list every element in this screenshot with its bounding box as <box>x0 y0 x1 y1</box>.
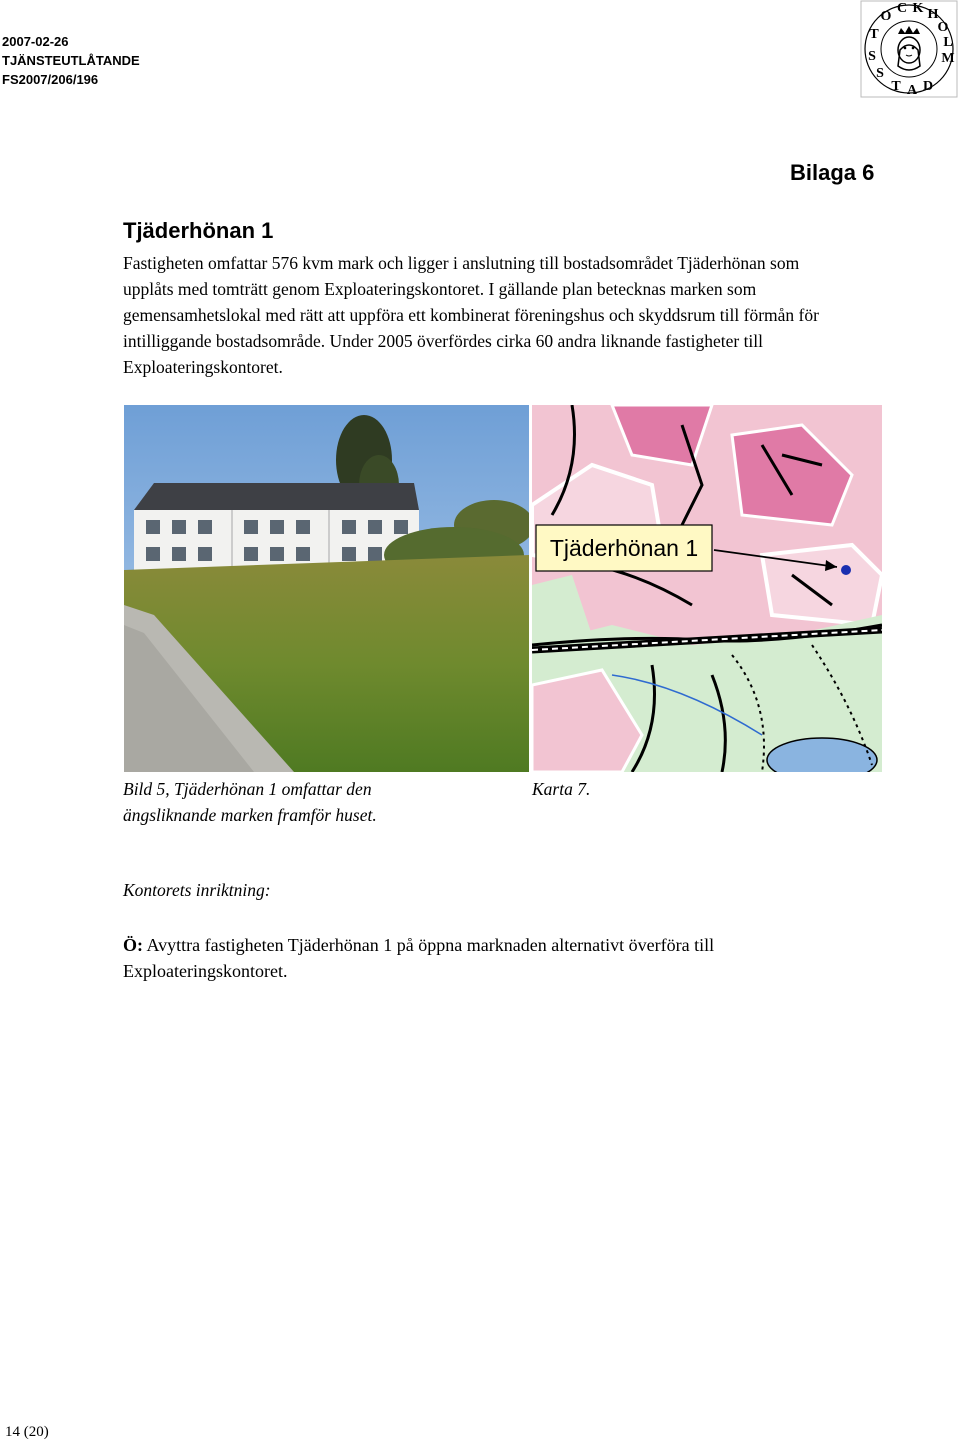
map-caption: Karta 7. <box>532 779 591 799</box>
document-header <box>2 32 140 89</box>
svg-text:T: T <box>891 79 901 94</box>
document-type: TJÄNSTEUTLÅTANDE <box>2 53 140 68</box>
section-title: Tjäderhönan 1 <box>123 218 274 243</box>
svg-text:K: K <box>912 1 924 16</box>
property-map <box>532 405 882 772</box>
svg-text:L: L <box>943 35 953 50</box>
svg-text:D: D <box>922 79 934 94</box>
svg-text:T: T <box>869 27 879 42</box>
svg-text:O: O <box>880 9 892 24</box>
building-photo <box>124 405 529 772</box>
svg-text:S: S <box>868 49 876 64</box>
map-label: Tjäderhönan 1 <box>549 535 699 561</box>
property-marker-icon <box>841 565 851 575</box>
svg-text:S: S <box>876 66 884 81</box>
svg-text:H: H <box>927 7 939 22</box>
page-number: 14 (20) <box>5 1424 49 1440</box>
decision-paragraph <box>123 932 853 984</box>
svg-text:M: M <box>941 51 955 66</box>
photo-caption: Bild 5, Tjäderhönan 1 omfattar den ängsliknande marken framför huset. <box>123 779 377 825</box>
appendix-label: Bilaga 6 <box>790 160 875 185</box>
svg-text:C: C <box>896 1 908 16</box>
svg-text:A: A <box>906 83 918 98</box>
svg-text:O: O <box>937 20 949 35</box>
decision-text: Avyttra fastigheten Tjäderhönan 1 på öppna marknaden alternativt överföra till Exploateringskontoret. <box>123 935 715 981</box>
stockholm-stad-logo <box>860 0 958 98</box>
body-paragraph: Fastigheten omfattar 576 kvm mark och ligger i anslutning till bostadsområdet Tjäderhönan som upplåts med tomträtt genom Exploateringskontoret. I gällande plan betecknas marken som gemensamhetslokal med rätt att uppföra ett kombinerat föreningshus och skyddsrum till förmån för intilliggande bostadsområde. Under 2005 överfördes cirka 60 andra liknande fastigheter till Exploateringskontoret. <box>123 253 819 377</box>
decision-prefix: Ö: <box>123 935 143 955</box>
document-date: 2007-02-26 <box>2 34 69 49</box>
document-reference: FS2007/206/196 <box>2 72 99 87</box>
direction-heading: Kontorets inriktning: <box>123 880 271 900</box>
